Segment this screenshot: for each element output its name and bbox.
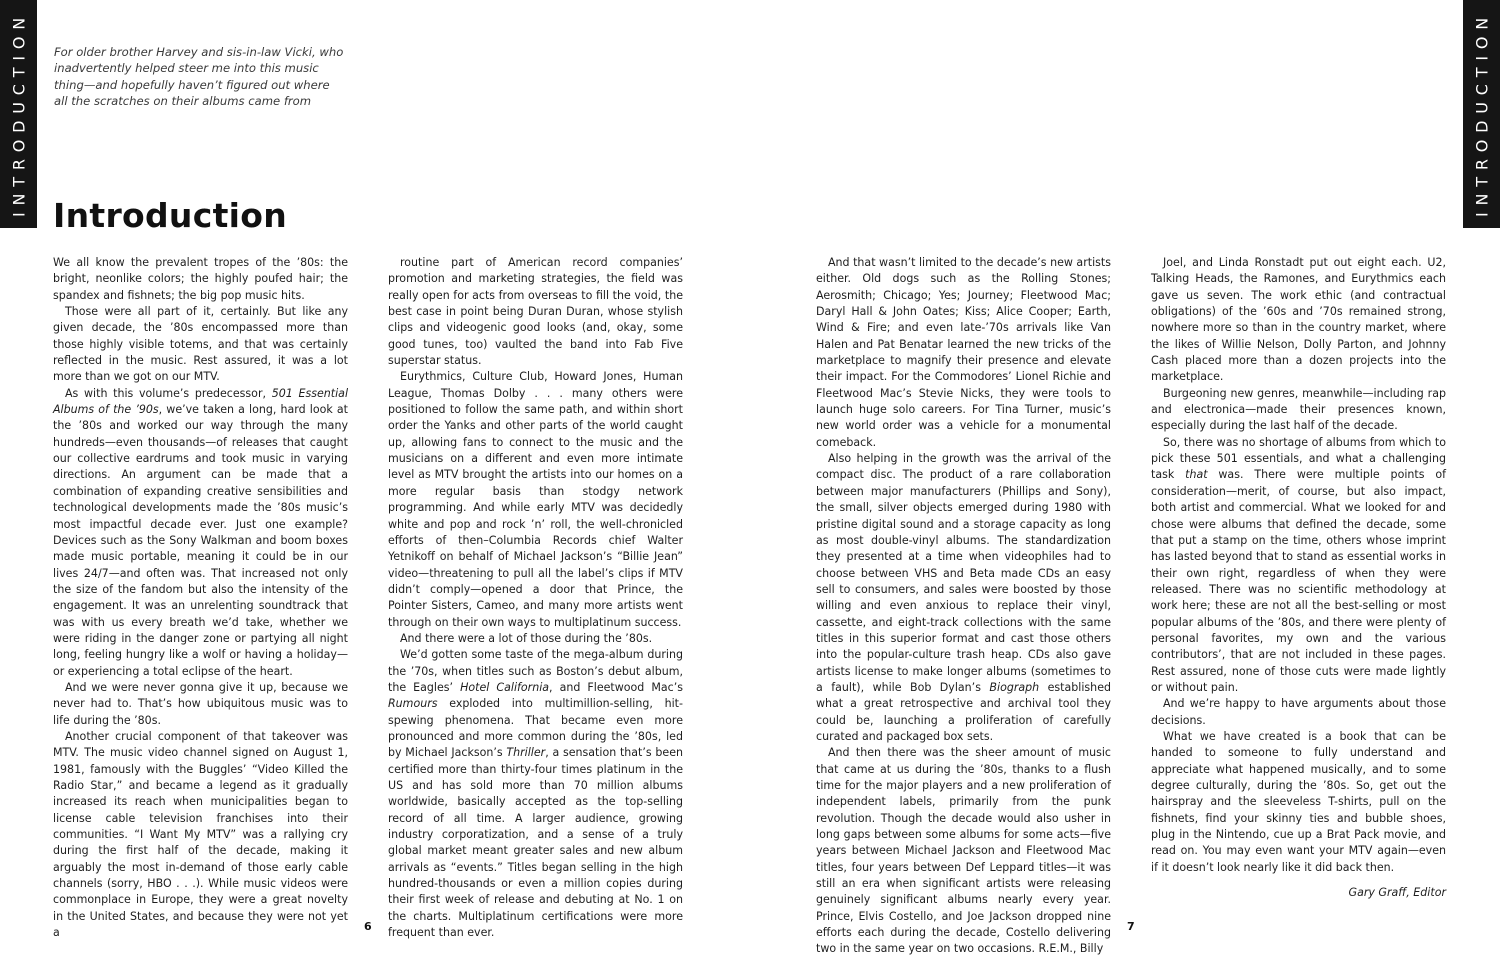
- paragraph: [53, 386, 348, 680]
- paragraph: [388, 369, 683, 631]
- paragraph: [1151, 729, 1446, 876]
- text-run: Also helping in the growth was the arrival of the compact disc. The product of a rare collaboration between major manufacturers (Phillips and Sony), the small, silver objects emerged during 1980 with pristine digital sound and a storage capacity as long as most double-vinyl albums. The standardization they presented at a time when videophiles had to choose between VHS and Beta made CDs an easy sell to consumers, and sales were boosted by those willing and even anxious to replace their vinyl, cassette, and eight-track collections with the same titles in this superior format and cast those others into the popular-culture trash heap. CDs also gave artists license to make longer albums (sometimes to a fault), while Bob Dylan’s: [816, 452, 1111, 694]
- paragraph: [53, 680, 348, 729]
- text-run: was. There were multiple points of consideration—merit, of course, but also impact, both artist and commercial. What we looked for and chose were albums that defined the decade, some that put a stamp on the time, others whose imprint has lasted beyond that to stand as essential works in their own right, regardless of when they were released. There was no scientific methodology at work here; these are not all the best-selling or most popular albums of the ’80s, and there were plenty of personal favorites, my own and the various contributors’, that are not included in these pages. Rest assured, none of those cuts were made lightly or without pain.: [1151, 468, 1446, 694]
- section-tab-left: [0, 0, 37, 228]
- paragraph: [53, 304, 348, 386]
- text-run: , and Fleetwood Mac’s: [549, 680, 683, 694]
- signature: Gary Graff, Editor: [1348, 886, 1446, 900]
- paragraph: [816, 745, 1111, 957]
- paragraph: [1151, 255, 1446, 386]
- text-run: established what a great retrospective and archival tool they could be, launching a proliferation of carefully curated and packaged box sets.: [816, 680, 1111, 743]
- text-run: And there were a lot of those during the ’80s.: [400, 631, 653, 645]
- paragraph: [388, 647, 683, 941]
- text-run: So, there was no shortage of albums from which to pick these 501 essentials, and what a challenging task: [1151, 435, 1446, 482]
- italic-title: Thriller: [506, 746, 546, 760]
- section-tab-label: INTRODUCTION: [1472, 10, 1491, 218]
- text-run: Those were all part of it, certainly. But like any given decade, the ’80s encompassed more than those highly visible totems, and that was certainly reflected in the music. Rest assured, it was a lot more than we got on our MTV.: [53, 305, 348, 384]
- text-column-3: [816, 255, 1111, 958]
- text-run: And we were never gonna give it up, because we never had to. That’s how ubiquitous music was to life during the ’80s.: [53, 680, 348, 727]
- text-run: As with this volume’s predecessor,: [65, 386, 272, 400]
- text-run: And then there was the sheer amount of music that came at us during the ’80s, thanks to a flush time for the major players and a new proliferation of independent labels, primarily from the punk revolution. Though the decade would also usher in long gaps between some albums for some acts—five years between Michael Jackson and Fleetwood Mac titles, four years between Def Leppard titles—it was still an era when significant artists were releasing genuinely significant albums nearly every year. Prince, Elvis Costello, and Joe Jackson dropped nine efforts each during the decade, Costello delivering two in the same year on two occasions. R.E.M., Billy: [816, 746, 1111, 956]
- paragraph: [53, 255, 348, 304]
- paragraph: [1151, 386, 1446, 435]
- section-tab-label: INTRODUCTION: [9, 10, 28, 218]
- italic-title: 501 Essential Albums of the ’90s: [53, 386, 349, 417]
- paragraph: [1151, 696, 1446, 729]
- paragraph: [53, 729, 348, 941]
- page-number-right: 7: [1127, 920, 1135, 933]
- section-tab-right: [1463, 0, 1500, 228]
- paragraph: [1151, 435, 1446, 697]
- text-run: Eurythmics, Culture Club, Howard Jones, Human League, Thomas Dolby . . . many others were positioned to follow the same path, and within short order the Yanks and other parts of the world caught up, allowing fans to connect to the music and the musicians on a different and even more intimate level as MTV brought the artists into our homes on a more regular basis than stodgy network programming. And while early MTV was decidedly white and pop and rock ’n’ roll, the well-chronicled efforts of then–Columbia Records chief Walter Yetnikoff on behalf of Michael Jackson’s “Billie Jean” video—threatening to pull all the label’s clips if MTV didn’t comply—opened a door that Prince, the Pointer Sisters, Cameo, and many more artists went through on their own ways to multiplatinum success.: [388, 370, 683, 629]
- italic-title: Rumours: [388, 697, 438, 711]
- text-run: We’d gotten some taste of the mega-album during the ’70s, when titles such as Boston’s debut album, the Eagles’: [388, 648, 683, 694]
- text-column-1: [53, 255, 348, 941]
- text-column-4: [1151, 255, 1446, 901]
- text-run: And we’re happy to have arguments about those decisions.: [1151, 697, 1446, 727]
- text-run: routine part of American record companies’ promotion and marketing strategies, the field was really open for acts from overseas to fill the void, the best case in point being Duran Duran, whose stylish clips and videogenic good looks (and, okay, some good tunes, too) vaulted the band into Fab Five superstar status.: [388, 256, 683, 368]
- paragraph: [388, 255, 683, 369]
- paragraph: [816, 451, 1111, 745]
- italic-title: Hotel California: [460, 680, 550, 694]
- page-number-left: 6: [364, 920, 372, 933]
- italic-title: that: [1185, 468, 1208, 482]
- text-run: Burgeoning new genres, meanwhile—including rap and electronica—made their presences known, especially during the last half of the decade.: [1151, 386, 1446, 433]
- page-title: Introduction: [53, 196, 288, 235]
- text-run: We all know the prevalent tropes of the ’80s: the bright, neonlike colors; the highly poufed hair; the spandex and fishnets; the big pop music hits.: [53, 256, 348, 302]
- text-column-2: [388, 255, 683, 941]
- text-run: And that wasn’t limited to the decade’s new artists either. Old dogs such as the Rolling Stones; Aerosmith; Chicago; Yes; Journey; Fleetwood Mac; Daryl Hall & John Oates; Kiss; Alice Cooper; Earth, Wind & Fire; and even late-’70s arrivals like Van Halen and Pat Benatar learned the new tricks of the marketplace to magnify their presence and elevate their impact. For the Commodores’ Lionel Richie and Fleetwood Mac’s Stevie Nicks, they were tools to launch huge solo careers. For Tina Turner, music’s new world order was a vehicle for a monumental comeback.: [816, 256, 1111, 449]
- text-run: , a sensation that’s been certified more than thirty-four times platinum in the US and has sold more than 70 million albums worldwide, basically accepted as the top-selling record of all time. A larger audience, growing industry corporatization, and a sense of a truly global market meant greater sales and new album arrivals as “events.” Titles began selling in the high hundred-thousands or even a million copies during their first week of release and debuting at No. 1 on the charts. Multiplatinum certifications were more frequent than ever.: [388, 746, 683, 940]
- text-run: Joel, and Linda Ronstadt put out eight each. U2, Talking Heads, the Ramones, and Eurythmics each gave us seven. The work ethic (and contractual obligations) of the ’60s and ’70s remained strong, nowhere more so than in the country market, where the likes of Willie Nelson, Dolly Parton, and Johnny Cash placed more than a dozen projects into the marketplace.: [1151, 256, 1446, 384]
- italic-title: Biograph: [989, 680, 1040, 694]
- paragraph: [388, 631, 683, 647]
- text-run: exploded into multimillion-selling, hit-spewing phenomena. That became even more pronounced and more common during the ’80s, led by Michael Jackson’s: [388, 697, 683, 760]
- text-run: Another crucial component of that takeover was MTV. The music video channel signed on August 1, 1981, famously with the Buggles’ “Video Killed the Radio Star,” and became a legend as it gradually increased its reach when municipalities began to license cable television franchises into their communities. “I Want My MTV” was a rallying cry during the first half of the decade, making it arguably the most in-demand of those early cable channels (sorry, HBO . . .). While music videos were commonplace in Europe, they were a great novelty in the United States, and because they were not yet a: [53, 729, 348, 940]
- text-run: , we’ve taken a long, hard look at the ’80s and worked our way through the many hundreds—even thousands—of releases that caught our collective eardrums and took music in varying directions. An argument can be made that a combination of expanding creative sensibilities and technological developments made the ’80s music’s most impactful decade ever. Just one example? Devices such as the Sony Walkman and boom boxes made music portable, meaning it could be in our lives 24/7—and often was. That increased not only the size of the fandom but also the intensity of the engagement. It was an unrelenting soundtrack that was with us every breath we’d take, whether we were riding in the danger zone or partying all night long, feeling hungry like a wolf or having a holiday—or experiencing a total eclipse of the heart.: [53, 403, 348, 678]
- paragraph: [816, 255, 1111, 451]
- dedication: For older brother Harvey and sis-in-law Vicki, who inadvertently helped steer me into this music thing—and hopefully haven’t figured out where all the scratches on their albums came from: [54, 45, 344, 108]
- text-run: What we have created is a book that can be handed to someone to fully understand and appreciate what happened musically, and to some degree culturally, during the ’80s. So, get out the hairspray and the sleeveless T-shirts, pull on the fishnets, find your skinny ties and bubble shoes, plug in the Nintendo, cue up a Brat Pack movie, and read on. You may even want your MTV again—even if it doesn’t look nearly like it did back then.: [1151, 729, 1446, 874]
